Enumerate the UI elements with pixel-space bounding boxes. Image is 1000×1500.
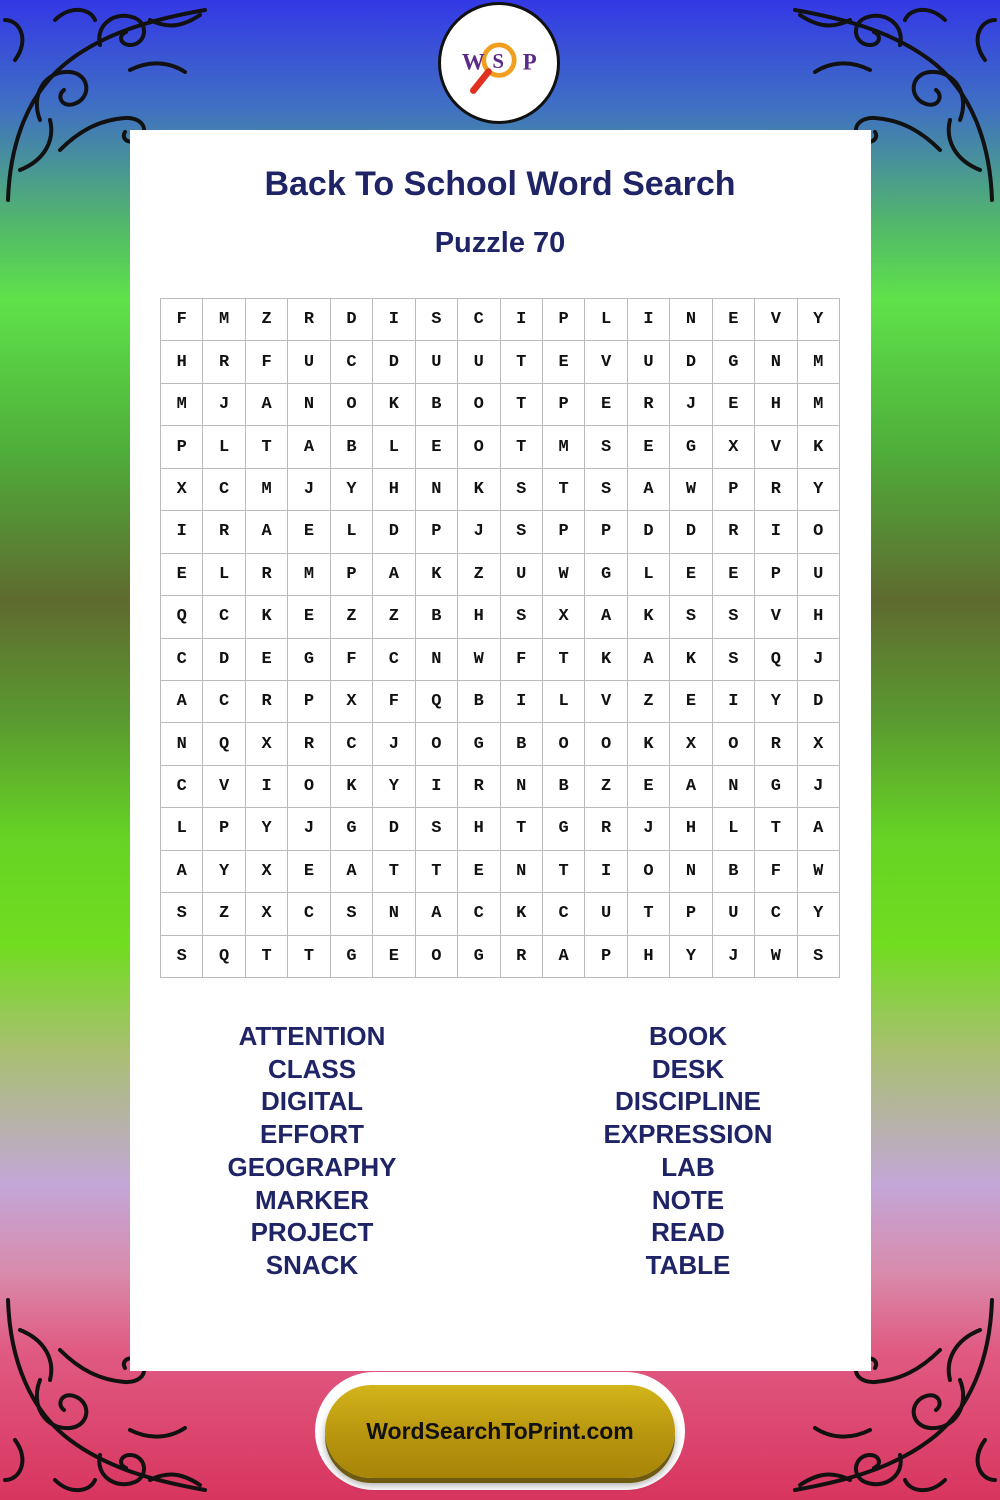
grid-cell: E <box>288 596 330 638</box>
grid-cell: A <box>628 639 670 681</box>
grid-cell: C <box>203 681 245 723</box>
grid-cell: O <box>713 723 755 765</box>
grid-cell: B <box>543 766 585 808</box>
grid-cell: S <box>501 596 543 638</box>
grid-cell: X <box>246 893 288 935</box>
grid-cell: O <box>585 723 627 765</box>
grid-cell: S <box>416 299 458 341</box>
grid-cell: L <box>585 299 627 341</box>
grid-cell: Q <box>203 936 245 978</box>
word-list-left <box>162 1020 462 1282</box>
grid-cell: D <box>373 341 415 383</box>
grid-cell: F <box>246 341 288 383</box>
grid-cell: I <box>713 681 755 723</box>
grid-cell: A <box>798 808 840 850</box>
grid-cell: O <box>416 936 458 978</box>
grid-cell: P <box>288 681 330 723</box>
grid-cell: T <box>543 639 585 681</box>
grid-cell: M <box>203 299 245 341</box>
word-list-right <box>538 1020 838 1282</box>
grid-cell: E <box>288 851 330 893</box>
grid-cell: Y <box>798 893 840 935</box>
grid-cell: B <box>331 426 373 468</box>
grid-cell: S <box>713 639 755 681</box>
grid-cell: N <box>373 893 415 935</box>
grid-cell: A <box>246 511 288 553</box>
grid-cell: J <box>798 639 840 681</box>
grid-cell: I <box>501 299 543 341</box>
grid-cell: C <box>373 639 415 681</box>
grid-cell: P <box>416 511 458 553</box>
grid-cell: R <box>203 341 245 383</box>
grid-cell: R <box>628 384 670 426</box>
grid-cell: S <box>501 511 543 553</box>
grid-cell: L <box>628 554 670 596</box>
grid-cell: J <box>288 469 330 511</box>
grid-cell: L <box>331 511 373 553</box>
logo-letter-s: S <box>492 48 504 73</box>
grid-cell: O <box>458 426 500 468</box>
grid-cell: S <box>670 596 712 638</box>
grid-cell: E <box>713 384 755 426</box>
grid-cell: T <box>543 469 585 511</box>
grid-cell: I <box>373 299 415 341</box>
grid-cell: H <box>798 596 840 638</box>
grid-cell: A <box>161 851 203 893</box>
grid-cell: I <box>161 511 203 553</box>
word-list-item: LAB <box>661 1151 715 1182</box>
grid-cell: E <box>288 511 330 553</box>
grid-cell: X <box>543 596 585 638</box>
grid-cell: Q <box>755 639 797 681</box>
page-title: Back To School Word Search <box>264 165 736 203</box>
grid-cell: R <box>246 554 288 596</box>
grid-cell: J <box>628 808 670 850</box>
grid-cell: I <box>755 511 797 553</box>
grid-cell: C <box>161 766 203 808</box>
grid-cell: G <box>458 936 500 978</box>
grid-cell: Y <box>203 851 245 893</box>
grid-cell: P <box>543 299 585 341</box>
grid-cell: H <box>670 808 712 850</box>
grid-cell: N <box>501 851 543 893</box>
grid-cell: G <box>755 766 797 808</box>
grid-cell: R <box>288 299 330 341</box>
word-list-item: TABLE <box>645 1249 731 1280</box>
grid-cell: Z <box>458 554 500 596</box>
grid-cell: P <box>161 426 203 468</box>
grid-cell: G <box>331 808 373 850</box>
grid-cell: Y <box>670 936 712 978</box>
grid-cell: T <box>373 851 415 893</box>
grid-cell: Z <box>246 299 288 341</box>
grid-cell: U <box>798 554 840 596</box>
grid-cell: D <box>670 511 712 553</box>
grid-cell: S <box>161 936 203 978</box>
grid-cell: A <box>416 893 458 935</box>
grid-cell: A <box>161 681 203 723</box>
grid-cell: A <box>543 936 585 978</box>
grid-cell: K <box>416 554 458 596</box>
grid-cell: R <box>713 511 755 553</box>
grid-cell: R <box>755 469 797 511</box>
grid-cell: S <box>416 808 458 850</box>
grid-cell: O <box>458 384 500 426</box>
grid-cell: A <box>373 554 415 596</box>
grid-cell: J <box>288 808 330 850</box>
word-list-item: DIGITAL <box>260 1086 364 1117</box>
grid-cell: T <box>416 851 458 893</box>
logo-letter-p: P <box>522 49 537 75</box>
grid-cell: Z <box>628 681 670 723</box>
grid-cell: V <box>755 596 797 638</box>
grid-cell: U <box>713 893 755 935</box>
grid-cell: R <box>501 936 543 978</box>
grid-cell: S <box>713 596 755 638</box>
grid-cell: C <box>331 723 373 765</box>
grid-cell: T <box>755 808 797 850</box>
grid-cell: E <box>628 426 670 468</box>
grid-cell: A <box>331 851 373 893</box>
grid-cell: K <box>373 384 415 426</box>
grid-cell: V <box>203 766 245 808</box>
grid-cell: P <box>331 554 373 596</box>
grid-cell: T <box>246 426 288 468</box>
grid-cell: B <box>416 596 458 638</box>
grid-cell: I <box>628 299 670 341</box>
grid-cell: U <box>501 554 543 596</box>
grid-cell: G <box>543 808 585 850</box>
grid-cell: J <box>458 511 500 553</box>
word-list-item: EFFORT <box>260 1119 364 1150</box>
grid-cell: S <box>585 426 627 468</box>
grid-cell: I <box>416 766 458 808</box>
grid-cell: C <box>458 893 500 935</box>
grid-cell: L <box>543 681 585 723</box>
grid-cell: M <box>543 426 585 468</box>
grid-cell: N <box>288 384 330 426</box>
grid-cell: N <box>670 299 712 341</box>
grid-cell: M <box>246 469 288 511</box>
word-list-item: NOTE <box>651 1184 725 1215</box>
grid-cell: B <box>416 384 458 426</box>
grid-cell: W <box>543 554 585 596</box>
grid-cell: A <box>628 469 670 511</box>
word-list-item: CLASS <box>267 1053 357 1084</box>
grid-cell: K <box>458 469 500 511</box>
grid-cell: J <box>713 936 755 978</box>
grid-cell: H <box>755 384 797 426</box>
grid-cell: B <box>713 851 755 893</box>
grid-cell: D <box>628 511 670 553</box>
grid-cell: B <box>501 723 543 765</box>
word-list-item: EXPRESSION <box>603 1119 773 1150</box>
grid-cell: E <box>246 639 288 681</box>
grid-cell: Q <box>161 596 203 638</box>
grid-cell: E <box>713 299 755 341</box>
word-list-item: DISCIPLINE <box>615 1086 761 1117</box>
grid-cell: T <box>501 426 543 468</box>
grid-cell: H <box>161 341 203 383</box>
word-list-item: MARKER <box>254 1184 370 1215</box>
grid-cell: P <box>543 511 585 553</box>
grid-cell: Q <box>203 723 245 765</box>
grid-cell: Y <box>755 681 797 723</box>
grid-cell: D <box>373 511 415 553</box>
grid-cell: B <box>458 681 500 723</box>
grid-cell: V <box>585 681 627 723</box>
grid-cell: A <box>670 766 712 808</box>
grid-cell: U <box>416 341 458 383</box>
grid-cell: T <box>501 384 543 426</box>
word-list-item: GEOGRAPHY <box>227 1151 397 1182</box>
grid-cell: C <box>288 893 330 935</box>
letter-grid <box>160 298 840 978</box>
grid-cell: W <box>670 469 712 511</box>
grid-cell: Y <box>798 469 840 511</box>
grid-cell: T <box>543 851 585 893</box>
grid-cell: L <box>161 808 203 850</box>
word-list-item: SNACK <box>265 1249 359 1280</box>
grid-cell: G <box>288 639 330 681</box>
grid-cell: S <box>798 936 840 978</box>
grid-cell: A <box>246 384 288 426</box>
grid-cell: F <box>501 639 543 681</box>
grid-cell: P <box>713 469 755 511</box>
grid-cell: W <box>458 639 500 681</box>
grid-cell: D <box>670 341 712 383</box>
grid-cell: D <box>373 808 415 850</box>
grid-cell: F <box>755 851 797 893</box>
word-list-item: DESK <box>651 1053 725 1084</box>
grid-cell: L <box>203 554 245 596</box>
grid-cell: R <box>458 766 500 808</box>
grid-cell: Z <box>373 596 415 638</box>
grid-cell: E <box>670 681 712 723</box>
grid-cell: C <box>161 639 203 681</box>
grid-cell: D <box>798 681 840 723</box>
grid-cell: O <box>331 384 373 426</box>
grid-cell: M <box>798 341 840 383</box>
grid-cell: X <box>798 723 840 765</box>
grid-cell: R <box>288 723 330 765</box>
word-list-item: BOOK <box>649 1021 727 1051</box>
grid-cell: N <box>416 469 458 511</box>
grid-cell: E <box>670 554 712 596</box>
grid-cell: C <box>203 596 245 638</box>
grid-cell: G <box>585 554 627 596</box>
logo-letter-w: W <box>461 49 485 75</box>
grid-cell: E <box>373 936 415 978</box>
grid-cell: N <box>755 341 797 383</box>
grid-cell: I <box>501 681 543 723</box>
grid-cell: K <box>628 723 670 765</box>
grid-cell: L <box>373 426 415 468</box>
grid-cell: W <box>755 936 797 978</box>
wsp-logo <box>438 2 560 124</box>
grid-cell: K <box>331 766 373 808</box>
grid-cell: K <box>585 639 627 681</box>
grid-cell: J <box>670 384 712 426</box>
grid-cell: P <box>203 808 245 850</box>
grid-cell: M <box>161 384 203 426</box>
grid-cell: R <box>585 808 627 850</box>
grid-cell: P <box>585 511 627 553</box>
grid-cell: O <box>416 723 458 765</box>
grid-cell: H <box>458 596 500 638</box>
grid-cell: U <box>585 893 627 935</box>
grid-cell: J <box>798 766 840 808</box>
grid-cell: X <box>246 851 288 893</box>
grid-cell: U <box>288 341 330 383</box>
grid-cell: S <box>161 893 203 935</box>
grid-cell: J <box>373 723 415 765</box>
grid-cell: N <box>161 723 203 765</box>
grid-cell: A <box>585 596 627 638</box>
grid-cell: Y <box>246 808 288 850</box>
grid-cell: E <box>416 426 458 468</box>
word-list-item: PROJECT <box>250 1217 374 1248</box>
grid-cell: F <box>161 299 203 341</box>
grid-cell: I <box>585 851 627 893</box>
grid-cell: T <box>501 808 543 850</box>
grid-cell: R <box>246 681 288 723</box>
grid-cell: T <box>288 936 330 978</box>
grid-cell: C <box>458 299 500 341</box>
grid-cell: M <box>798 384 840 426</box>
grid-cell: G <box>458 723 500 765</box>
grid-cell: V <box>755 299 797 341</box>
grid-cell: O <box>798 511 840 553</box>
grid-cell: N <box>670 851 712 893</box>
grid-cell: K <box>628 596 670 638</box>
grid-cell: K <box>501 893 543 935</box>
grid-cell: X <box>246 723 288 765</box>
grid-cell: Z <box>203 893 245 935</box>
grid-cell: Z <box>585 766 627 808</box>
grid-cell: C <box>543 893 585 935</box>
grid-cell: E <box>585 384 627 426</box>
grid-cell: N <box>416 639 458 681</box>
grid-cell: R <box>203 511 245 553</box>
word-list-item: READ <box>651 1217 725 1248</box>
grid-cell: L <box>203 426 245 468</box>
word-list-item: ATTENTION <box>238 1021 386 1051</box>
grid-cell: K <box>798 426 840 468</box>
grid-cell: C <box>203 469 245 511</box>
grid-cell: K <box>670 639 712 681</box>
grid-cell: C <box>755 893 797 935</box>
grid-cell: T <box>246 936 288 978</box>
grid-cell: Z <box>331 596 373 638</box>
grid-cell: E <box>628 766 670 808</box>
grid-cell: V <box>585 341 627 383</box>
grid-cell: E <box>161 554 203 596</box>
grid-cell: X <box>161 469 203 511</box>
grid-cell: M <box>288 554 330 596</box>
website-button[interactable]: WordSearchToPrint.com <box>325 1385 675 1478</box>
grid-cell: L <box>713 808 755 850</box>
grid-cell: O <box>628 851 670 893</box>
grid-cell: V <box>755 426 797 468</box>
grid-cell: K <box>246 596 288 638</box>
grid-cell: J <box>203 384 245 426</box>
grid-cell: Q <box>416 681 458 723</box>
grid-cell: I <box>246 766 288 808</box>
grid-cell: F <box>373 681 415 723</box>
grid-cell: X <box>713 426 755 468</box>
grid-cell: N <box>713 766 755 808</box>
grid-cell: P <box>755 554 797 596</box>
grid-cell: Y <box>331 469 373 511</box>
grid-cell: D <box>331 299 373 341</box>
grid-cell: Y <box>798 299 840 341</box>
grid-cell: E <box>458 851 500 893</box>
grid-cell: N <box>501 766 543 808</box>
grid-cell: D <box>203 639 245 681</box>
grid-cell: F <box>331 639 373 681</box>
grid-cell: O <box>288 766 330 808</box>
grid-cell: P <box>543 384 585 426</box>
grid-cell: G <box>331 936 373 978</box>
grid-cell: X <box>331 681 373 723</box>
grid-cell: U <box>628 341 670 383</box>
grid-cell: A <box>288 426 330 468</box>
grid-cell: U <box>458 341 500 383</box>
grid-cell: T <box>628 893 670 935</box>
grid-cell: T <box>501 341 543 383</box>
grid-cell: E <box>713 554 755 596</box>
grid-cell: H <box>458 808 500 850</box>
grid-cell: P <box>670 893 712 935</box>
grid-cell: S <box>331 893 373 935</box>
grid-cell: H <box>373 469 415 511</box>
grid-cell: S <box>585 469 627 511</box>
grid-cell: E <box>543 341 585 383</box>
grid-cell: X <box>670 723 712 765</box>
grid-cell: S <box>501 469 543 511</box>
grid-cell: P <box>585 936 627 978</box>
grid-cell: Y <box>373 766 415 808</box>
grid-cell: G <box>713 341 755 383</box>
grid-cell: G <box>670 426 712 468</box>
grid-cell: H <box>628 936 670 978</box>
grid-cell: W <box>798 851 840 893</box>
puzzle-number: Puzzle 70 <box>434 227 566 259</box>
grid-cell: R <box>755 723 797 765</box>
grid-cell: O <box>543 723 585 765</box>
grid-cell: C <box>331 341 373 383</box>
